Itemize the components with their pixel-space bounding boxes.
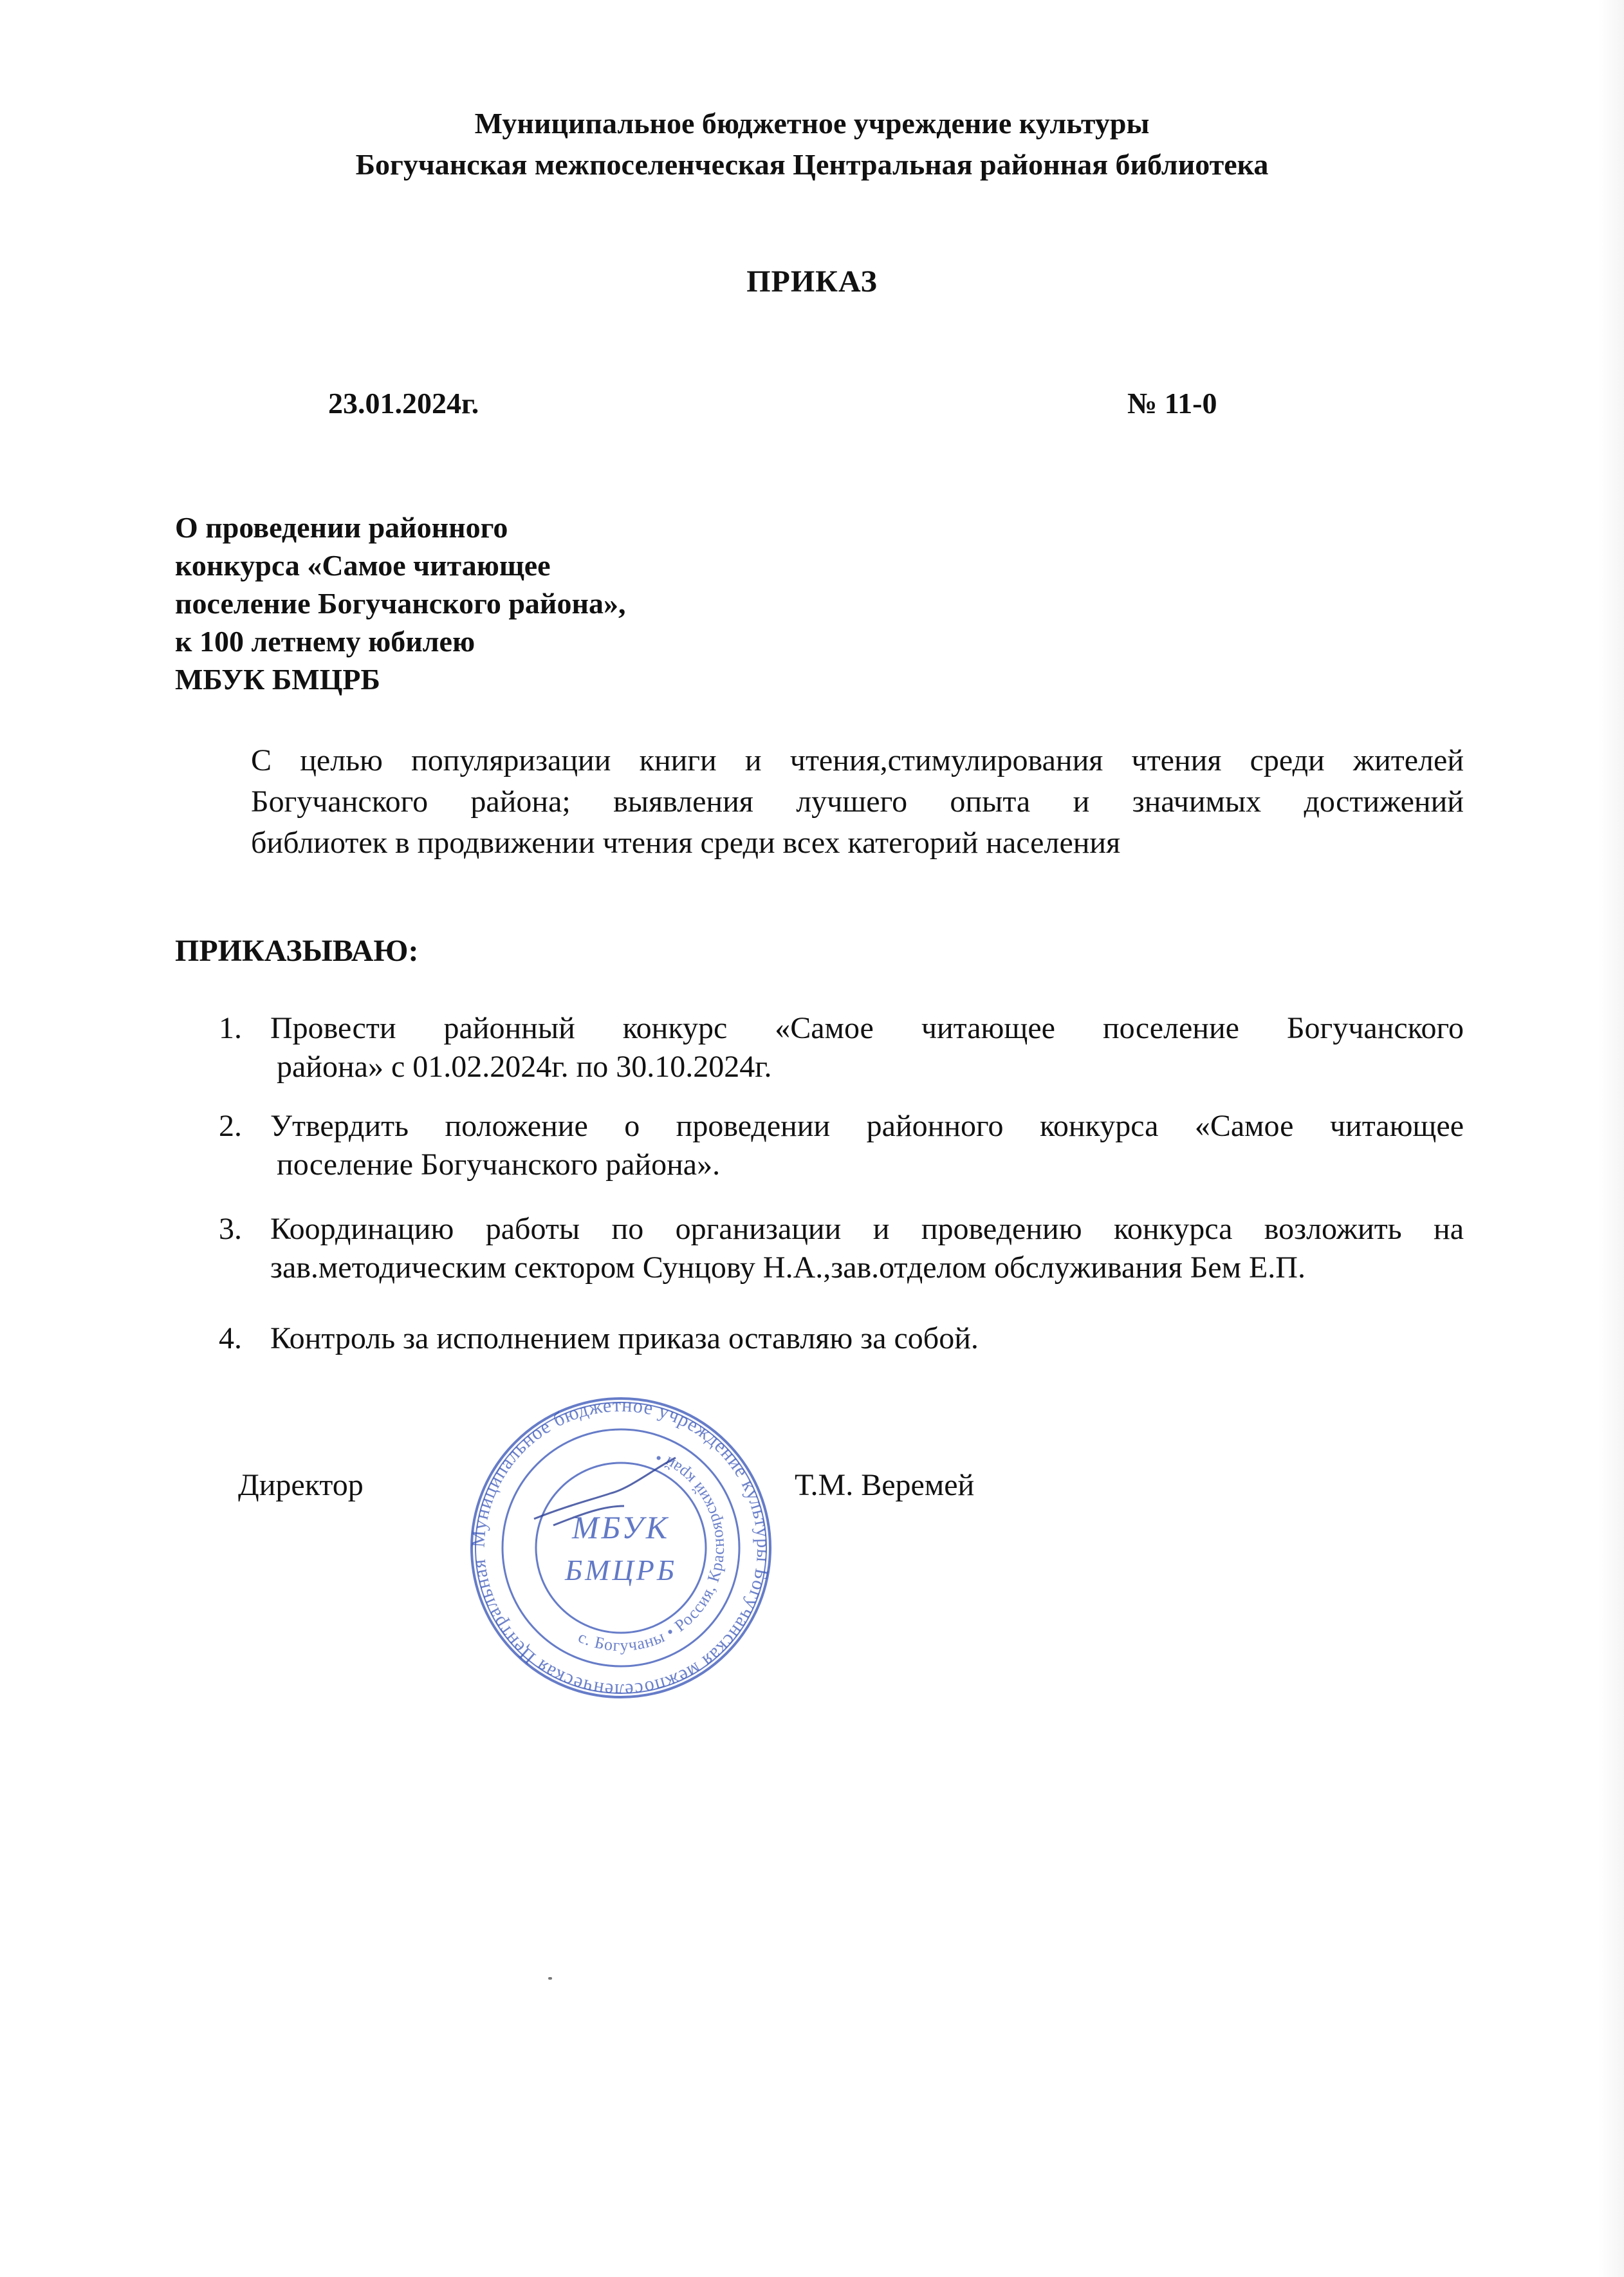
order-item-number: 3. — [219, 1212, 242, 1246]
order-subject — [175, 508, 818, 698]
subject-line: МБУК БМЦРБ — [175, 663, 380, 696]
preamble-line: библиотек в продвижении чтения среди всех категорий населения — [251, 826, 1121, 860]
order-item-line: Контроль за исполнением приказа оставляю за собой. — [270, 1321, 979, 1355]
preamble-line: Богучанского района; выявления лучшего опыта и значимых достижений — [251, 785, 1464, 819]
subject-line: О проведении районного — [175, 511, 508, 544]
order-date: 23.01.2024г. — [328, 387, 479, 420]
scan-speck — [548, 1977, 552, 1980]
org-name-line2: Богучанская межпоселенческая Центральная районная библиотека — [355, 148, 1269, 181]
preamble-paragraph — [251, 740, 1464, 864]
order-item-line: поселение Богучанского района». — [277, 1148, 721, 1182]
subject-line: к 100 летнему юбилею — [175, 625, 475, 658]
stamp-outer-text: Муниципальное бюджетное учреждение культуры Богучанская межпоселенческая Центральная — [467, 1397, 775, 1699]
signatory-name: Т.М. Веремей — [795, 1468, 975, 1502]
signatory-role: Директор — [238, 1468, 364, 1502]
order-directive: ПРИКАЗЫВАЮ: — [175, 934, 419, 968]
order-item-line: Провести районный конкурс «Самое читающее поселение Богучанского — [270, 1011, 1464, 1045]
stamp-inner-text: с. Богучаны • Россия, Красноярский край • — [575, 1447, 728, 1655]
preamble-line: С целью популяризации книги и чтения,стимулирования чтения среди жителей — [251, 743, 1464, 777]
official-stamp — [463, 1397, 779, 1699]
subject-line: поселение Богучанского района», — [175, 587, 626, 620]
order-item-text — [270, 1210, 1464, 1287]
order-number: № 11-0 — [1127, 387, 1217, 420]
document-title: ПРИКАЗ — [746, 265, 878, 299]
order-item-line: зав.методическим сектором Сунцову Н.А.,зав.отделом обслуживания Бем Е.П. — [270, 1250, 1306, 1285]
order-item-text — [270, 1009, 1464, 1086]
order-item-line: Координацию работы по организации и проведению конкурса возложить на — [270, 1212, 1464, 1246]
order-item-text — [270, 1319, 1464, 1358]
order-item-number: 4. — [219, 1321, 242, 1355]
subject-line: конкурса «Самое читающее — [175, 549, 551, 582]
org-name-line1: Муниципальное бюджетное учреждение культуры — [474, 107, 1150, 140]
order-item-text — [270, 1107, 1464, 1184]
order-item-number: 2. — [219, 1109, 242, 1143]
order-item-line: Утвердить положение о проведении районного конкурса «Самое читающее — [270, 1109, 1464, 1143]
scan-edge-shade — [1598, 0, 1624, 2277]
order-item-number: 1. — [219, 1011, 242, 1045]
order-item-line: района» с 01.02.2024г. по 30.10.2024г. — [277, 1050, 772, 1084]
stamp-center-line1: МБУК — [572, 1509, 670, 1545]
stamp-seal-graphic — [463, 1397, 779, 1699]
stamp-center-line2: БМЦРБ — [565, 1554, 677, 1586]
